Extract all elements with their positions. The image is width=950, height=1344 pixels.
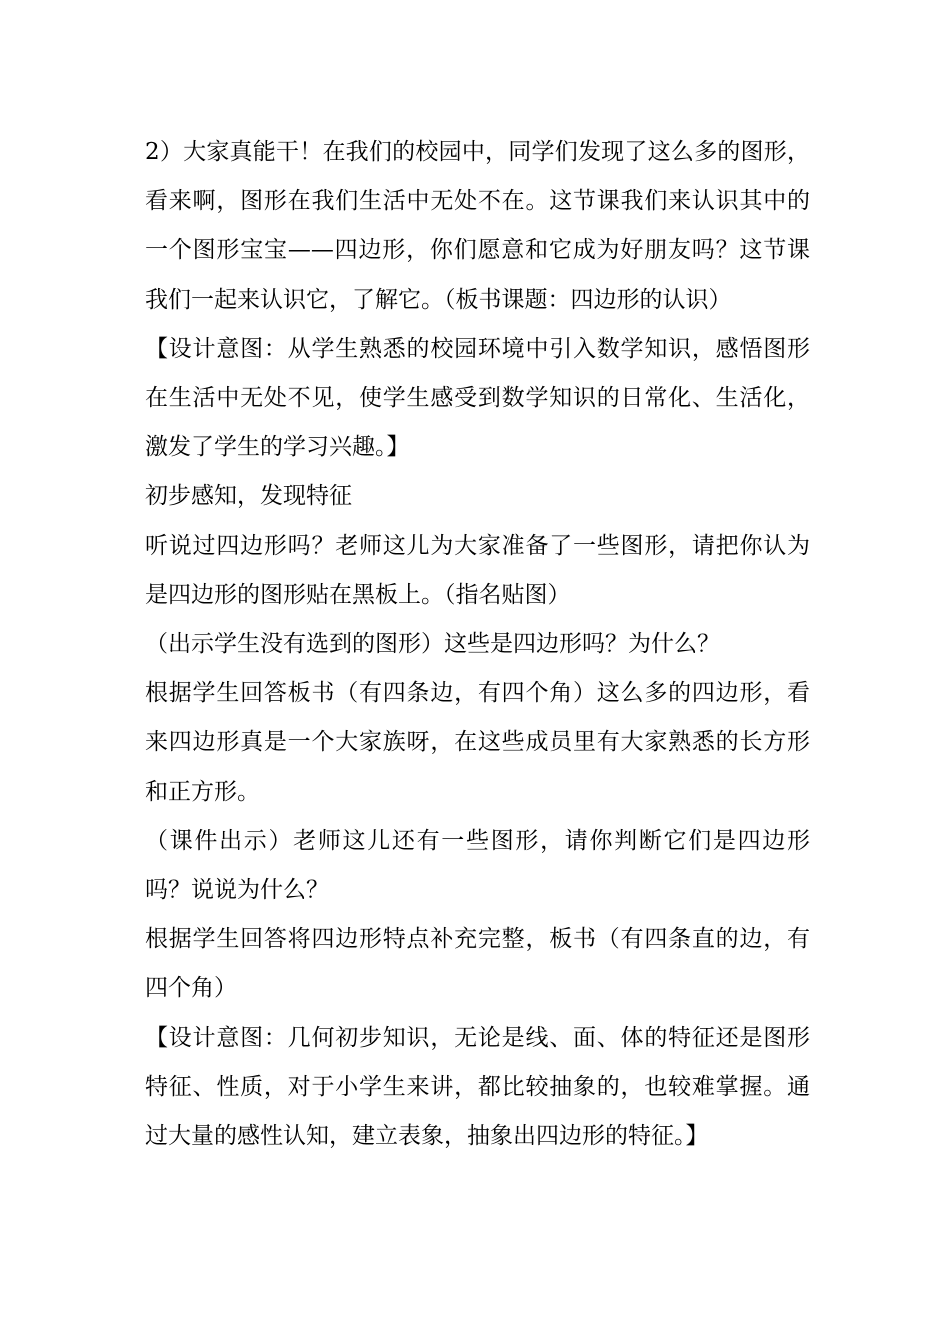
paragraph-section-heading: 初步感知，发现特征 [145,483,352,510]
document-body [145,128,810,1161]
paragraph-design-intent-1: 【设计意图：从学生熟悉的校园环境中引入数学知识，感悟图形在生活中无处不见，使学生感受到数学知识的日常化、生活化，激发了学生的学习兴趣。】 [145,335,810,461]
paragraph-design-intent-2: 【设计意图：几何初步知识，无论是线、面、体的特征还是图形特征、性质，对于小学生来讲，都比较抽象的，也较难掌握。通过大量的感性认知，建立表象，抽象出四边形的特征。】 [145,1024,810,1150]
paragraph-question-1: 听说过四边形吗？老师这儿为大家准备了一些图形，请把你认为是四边形的图形贴在黑板上。（指名贴图） [145,532,810,608]
paragraph-question-2: （出示学生没有选到的图形）这些是四边形吗？为什么？ [145,631,720,658]
paragraph-board-notes-1: 根据学生回答板书（有四条边，有四个角）这么多的四边形，看来四边形真是一个大家族呀，在这些成员里有大家熟悉的长方形和正方形。 [145,680,810,805]
paragraph-intro: 2）大家真能干！在我们的校园中，同学们发现了这么多的图形，看来啊，图形在我们生活中无处不在。这节课我们来认识其中的一个图形宝宝——四边形，你们愿意和它成为好朋友吗？这节课我们一起来认识它，了解它。（板书课题：四边形的认识） [145,139,810,313]
paragraph-courseware: （课件出示）老师这儿还有一些图形，请你判断它们是四边形吗？说说为什么？ [145,827,810,904]
paragraph-board-notes-2: 根据学生回答将四边形特点补充完整，板书（有四条直的边，有四个角） [145,926,810,1002]
